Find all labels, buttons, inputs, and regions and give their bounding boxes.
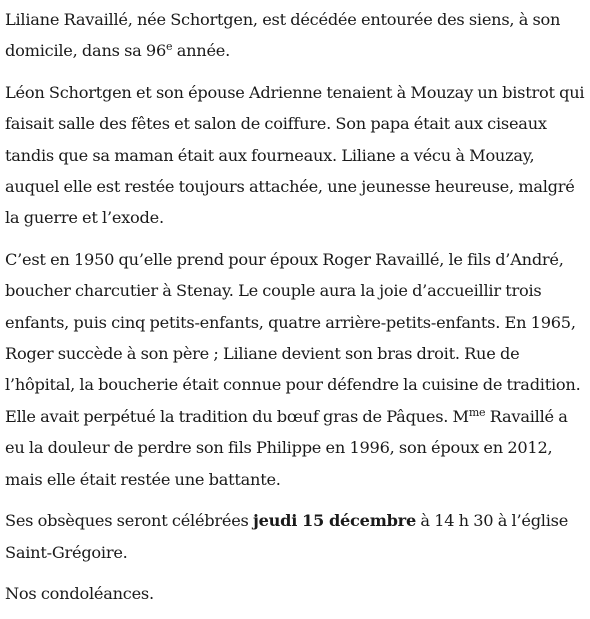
intro-text: Liliane Ravaillé, née Schortgen, est décédée entourée des siens, à son domicile, dans sa 96 [5,10,561,61]
obituary-article [5,0,589,619]
paragraph-intro [5,4,589,67]
intro-text-end: année. [172,41,230,61]
marriage-text: C’est en 1950 qu’elle prend pour époux Roger Ravaillé, le fils d’André, boucher charcutier à Stenay. Le couple aura la joie d’accueillir trois enfants, puis cinq petits-enfants, quatre arrière-petits-enfants. En 1965, Roger succède à son père ; Liliane devient son bras droit. Rue de l’hôpital, la boucherie était connue pour défendre la cuisine de tradition. Elle avait perpétué la tradition du bœuf gras de Pâques. M [5,249,581,426]
title-superscript: me [468,405,486,419]
marriage-text-end: Ravaillé a eu la douleur de perdre son fils Philippe en 1996, son époux en 2012, mais elle était restée une battante. [5,406,568,489]
funeral-text-end: à 14 h 30 à l’église Saint-Grégoire. [5,511,569,562]
funeral-text: Ses obsèques seront célébrées [5,511,253,531]
ordinal-superscript: e [166,40,173,54]
paragraph-condolences: Nos condoléances. [5,583,154,603]
paragraph-marriage [5,244,589,495]
funeral-date: jeudi 15 décembre [253,511,416,531]
paragraph-family: Léon Schortgen et son épouse Adrienne tenaient à Mouzay un bistrot qui faisait salle des fêtes et salon de coiffure. Son papa était aux ciseaux tandis que sa maman était aux fourneaux. Liliane a vécu à Mouzay, auquel elle est restée toujours attachée, une jeunesse heureuse, malgré la guerre et l’exode. [5,82,585,228]
paragraph-funeral [5,505,589,568]
